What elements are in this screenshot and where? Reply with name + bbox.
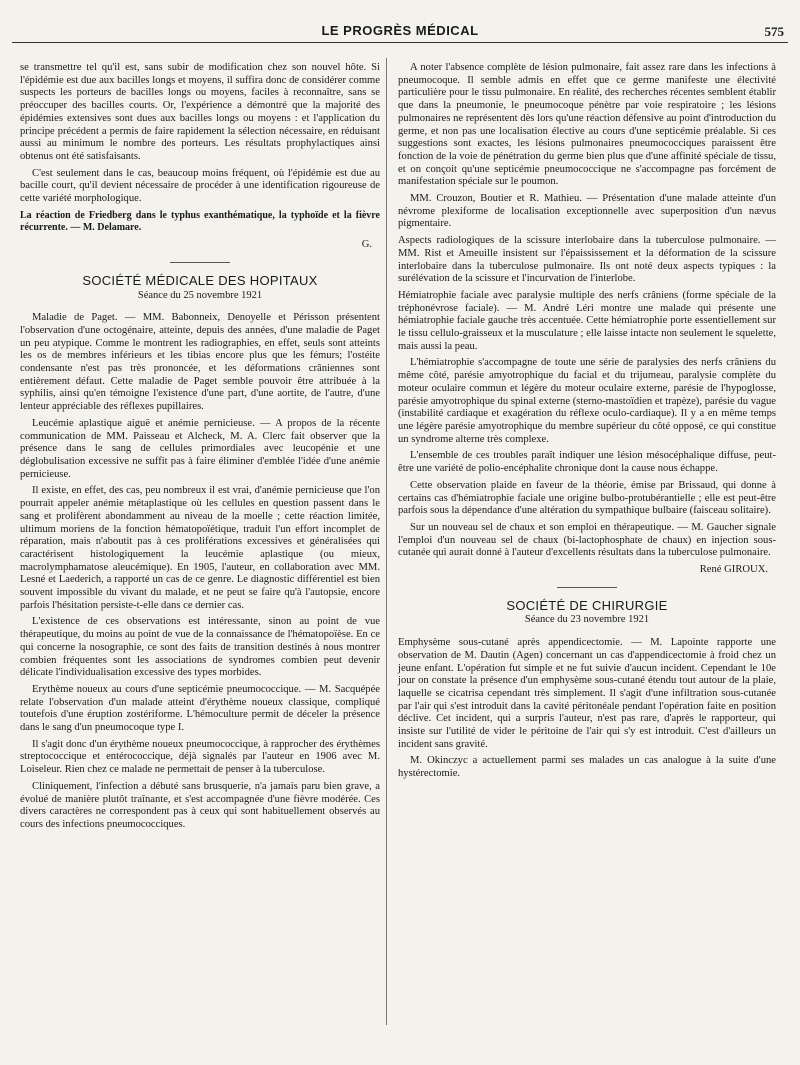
running-header	[12, 22, 788, 43]
paragraph: L'hémiatrophie s'accompagne de toute une série de paralysies des nerfs crâniens du même côté, parésie amyotrophique du facial et du trijumeau, paralysie complète du moteur oculaire commun et légère du moteur oculaire externe, parésie de l'hypoglosse, parésie amyotrophique du spinal externe (sterno-mastoïdien et trapèze), parésie du vague (instabilité cardiaque et exagération du réflexe oculo-cardiaque). Il y a en même temps une légère parésie amyotrophique du membre supérieur du côté opposé, ce qui constitue un syndrome alterne très complexe.	[398, 357, 776, 445]
section-separator	[557, 587, 617, 588]
paragraph: Maladie de Paget. — MM. Babonneix, Denoyelle et Périsson présentent l'observation d'une octogénaire, atteinte, depuis des années, d'une maladie de Paget un peu atypique. Comme le montrent les radiographies, en effet, seuls sont atteints les os de membres inférieurs et les tibias encore plus que les fémurs; l'ostéite condensante n'est pas très prononcée, et les déformations crâniennes sont entièrement défaut. Cette maladie de Paget semble pouvoir être attribuée à la syphilis, ainsi qu'en témoigne l'existence d'une part, d'une aortite, de l'autre, d'une lenteur appréciable des réflexes pupillaires.	[20, 312, 380, 413]
paragraph: MM. Crouzon, Boutier et R. Mathieu. — Présentation d'une malade atteinte d'un névrome plexiforme de localisation exceptionnelle avec superposition d'un nævus pigmentaire.	[398, 193, 776, 230]
paragraph: Cliniquement, l'infection a débuté sans brusquerie, n'a jamais paru bien grave, a évolué de manière plutôt traînante, et s'est accompagnée d'une fièvre modérée. Ces divers caractères ne correspondent pas à ceux qui sont habituellement observés au cours des infections pneumococciques.	[20, 780, 380, 830]
paragraph: Il existe, en effet, des cas, peu nombreux il est vrai, d'anémie pernicieuse que l'on pourrait appeler anémie métaplastique où les cellules en question passent dans le sang et prolifèrent abondamment au niveau de la moelle ; cette réaction limitée, ultimum moriens de la fonction hématopoïétique, traduit l'un effort incomplet de réparation, mais n'aboutit pas à ces proliférations excessives et généralisées qui caractérisent histologiquement la leucémie aplastique (ou mieux, macrolymphamatose aleucémique). En 1905, l'auteur, en collaboration avec MM. Lesné et Laederich, a rapporté un cas de ce genre. Le diagnostic différentiel est bien souvent impossible du vivant du malade, et ne peut se faire qu'à l'autopsie, encore parfois l'hésitation persiste-t-elle dans ce dernier cas.	[20, 485, 380, 611]
report-title-friedberg: La réaction de Friedberg dans le typhus exanthématique, la typhoïde et la fièvre récurrente. — M. Delamare.	[20, 209, 380, 234]
paragraph: M. Okinczyc a actuellement parmi ses malades un cas analogue à la suite d'une hystérectomie.	[398, 755, 776, 780]
section-title-hopitaux: SOCIÉTÉ MÉDICALE DES HOPITAUX	[82, 272, 318, 288]
paragraph: Hémiatrophie faciale avec paralysie multiple des nerfs crâniens (forme spéciale de la tréphonévrose faciale). — M. André Léri montre une malade qui présente une hémiatrophie faciale gauche très accentuée. Cette hémiatrophie porte essentiellement sur le tissu cellulo-graisseux et la musculature ; elle laisse intacte non seulement le squelette, mais aussi la peau.	[398, 289, 776, 352]
section-session-date: Séance du 25 novembre 1921	[137, 289, 263, 301]
paragraph: Leucémie aplastique aiguë et anémie pernicieuse. — A propos de la récente communication de MM. Paisseau et Alcheck, M. A. Clerc fait observer que la présence dans le sang de cellules primordiales avec leucopénie et une déglobulisation excessive ne suffit pas à faire éliminer d'emblée l'idée d'une anémie pernicieuse.	[20, 417, 380, 480]
paragraph: se transmettre tel qu'il est, sans subir de modification chez son nouvel hôte. Si l'épidémie est due aux bacilles longs et moyens, il suffira donc de considérer comme suspects les porteurs de bacilles longs ou moyens, faciles à reconnaître, sans se préoccuper des bacilles courts. Or, l'expérience a démontré que la majorité des épidémies extensives sont dues aux bacilles longs ou moyens : et l'application du principe précédent a permis de faire rapidement la sélection nécessaire, en réduisant aussi au minimum le nombre des porteurs. Les résultats prophylactiques ainsi obtenus ont été satisfaisants.	[20, 62, 380, 162]
section-title-chirurgie: SOCIÉTÉ DE CHIRURGIE	[506, 597, 668, 613]
paragraph: L'existence de ces observations est intéressante, sinon au point de vue thérapeutique, du moins au point de vue de la connaissance de l'hématopoïèse. En ce qui concerne la nosographie, ce sont des faits de transition destinés à nous montrer combien fréquentes sont les associations de syndromes combien peut devenir délicate l'individualisation excessive des types morbides.	[20, 616, 380, 679]
paragraph: Cette observation plaide en faveur de la théorie, émise par Brissaud, qui donne à certains cas d'hémiatrophie faciale une origine bulbo-protubérantielle ; elle est peut-être parfois sous la dépendance d'une altération du sympathique bulbaire (faisceau solitaire).	[398, 479, 776, 517]
paragraph: Erythème noueux au cours d'une septicémie pneumococcique. — M. Sacquépée relate l'observation d'un malade atteint d'érythème noueux classique, compliqué toutefois d'une éruption zostériforme. L'hémoculture permit de déceler la présence dans le sang d'un pneumocoque type I.	[20, 683, 380, 734]
paragraph: Emphysème sous-cutané après appendicectomie. — M. Lapointe rapporte une observation de M. Dautin (Agen) concernant un cas d'appendicectomie à froid chez un jeune enfant. L'opération fut simple et ne fut suivie d'aucun incident. Cependant le 10e jour on constate la présence d'un emphysème sous-cutané étendu tout autour de la plaie, laquelle se cicatrisa cependant très simplement. Il s'agit d'une infiltration sous-cutanée par l'air qui s'est introduit dans la cavité péritonéale pendant l'opération faite en position déclive. Cet incident, qui a surpris l'auteur, n'est pas rare, d'après le rapporteur, qui insiste sur l'utilité de vider le péritoine de l'air qui s'y est introduit. C'est d'ailleurs un incident sans gravité.	[398, 637, 776, 750]
paragraph: Aspects radiologiques de la scissure interlobaire dans la tuberculose pulmonaire. — MM. Rist et Ameuille insistent sur l'épaississement et la déformation de la scissure interlobaire dans la tuberculose pulmonaire. Ils ont noté deux aspects typiques : la surélévation de la scissure et l'incurvation de l'interlobe.	[398, 235, 776, 285]
paragraph: Sur un nouveau sel de chaux et son emploi en thérapeutique. — M. Gaucher signale l'emploi d'un nouveau sel de chaux (bi-lactophosphate de chaux) en injection sous-cutanée qui aurait donné à l'auteur d'excellents résultats dans la tuberculose pulmonaire.	[398, 521, 776, 559]
section-separator	[170, 262, 230, 263]
page-number: 575	[764, 24, 784, 39]
paragraph: A noter l'absence complète de lésion pulmonaire, fait assez rare dans les infections à pneumocoque. Il semble admis en effet que ce germe manifeste une électivité particulière pour le tissu pulmonaire. En réalité, des recherches récentes semblent établir que dans la pneumonie, le pneumocoque pénètre par voie respiratoire ; les lésions pulmonaires ne représentent dès lors qu'une réaction défensive au point d'introduction du germe, et non pas une localisation élective au cours d'une septicémie préalable. Si ces suggestions sont exactes, les lésions pulmonaires pneumococciques paraissent être fonction de la voie de pénétration du germe bien plus que d'une affinité spéciale de tissu, et on conçoit qu'une septicémie pneumococcique ne s'accompagne pas forcément de manifestation spéciale sur le poumon.	[398, 62, 776, 188]
left-column	[20, 62, 380, 836]
paragraph: L'ensemble de ces troubles paraît indiquer une lésion mésocéphalique diffuse, peut-être une variété de polio-encéphalite chronique dont la cause nous échappe.	[398, 450, 776, 475]
paragraph: Il s'agit donc d'un érythème noueux pneumococcique, à rapprocher des érythèmes streptococcique et entérococcique, déjà signalés par l'auteur en 1906 avec M. Loiseleur. Rien chez ce malade ne permettait de penser à la tuberculose.	[20, 738, 380, 776]
signature-g: G.	[361, 239, 372, 251]
journal-title: LE PROGRÈS MÉDICAL	[321, 23, 479, 38]
column-divider	[386, 58, 387, 1025]
right-column	[398, 62, 776, 785]
signature-giroux: René GIROUX.	[699, 564, 768, 576]
paragraph: C'est seulement dans le cas, beaucoup moins fréquent, où l'épidémie est due au bacille court, qu'il devient nécessaire de procéder à une identification rigoureuse de cette variété morphologique.	[20, 167, 380, 205]
section-session-date: Séance du 23 novembre 1921	[524, 614, 650, 626]
